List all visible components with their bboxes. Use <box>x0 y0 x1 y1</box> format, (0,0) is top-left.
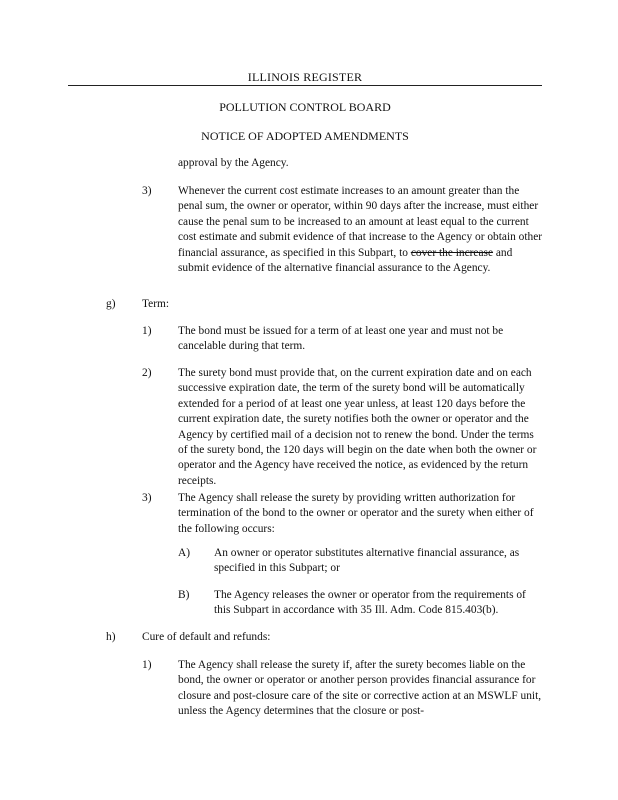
item-g3a-label: A) <box>178 547 191 559</box>
board-title: POLLUTION CONTROL BOARD <box>219 100 391 114</box>
item-h-label: h) <box>106 631 116 643</box>
item-h-text: Cure of default and refunds: <box>142 631 271 643</box>
item-g3a-text: An owner or operator substitutes alternative financial assurance, as specified in this Subpart; or <box>214 547 520 575</box>
item-g3b-label: B) <box>178 589 190 601</box>
item-g2-label: 2) <box>142 367 152 379</box>
register-header: ILLINOIS REGISTER <box>247 70 363 84</box>
item-h1-label: 1) <box>142 659 152 671</box>
item-f3-struck-text: cover the increase <box>410 246 494 259</box>
carryover-text: approval by the Agency. <box>178 157 289 169</box>
header-rule <box>68 85 542 86</box>
item-f3-text-a: Whenever the current cost estimate increases to an amount greater than the penal sum, the owner or operator, within 90 days after the increase, must either cause the penal sum to be increased to an amount at least equal to the current cost estimate and submit evidence of that increase to the Agency or obtain other financial assurance, as specified in this Subpart, to <box>178 185 543 259</box>
item-g3-label: 3) <box>142 492 152 504</box>
notice-title: NOTICE OF ADOPTED AMENDMENTS <box>201 129 409 143</box>
item-g1-text: The bond must be issued for a term of at least one year and must not be cancelable during that term. <box>178 325 504 353</box>
item-g-label: g) <box>106 298 116 310</box>
item-g1-label: 1) <box>142 325 152 337</box>
item-g-text: Term: <box>142 298 170 310</box>
item-g3-text: The Agency shall release the surety by providing written authorization for termination of the bond to the owner or operator and the surety when either of the following occurs: <box>178 492 534 535</box>
item-f3-label: 3) <box>142 185 152 197</box>
item-g2-text: The surety bond must provide that, on the current expiration date and on each successive expiration date, the term of the surety bond will be automatically extended for a period of at least one year unless, at least 120 days before the current expiration date, the surety notifies both the owner or operator and the Agency by certified mail of a decision not to renew the bond. Under the terms of the surety bond, the 120 days will begin on the date when both the owner or operator and the Agency have received the notice, as evidenced by the return receipts. <box>178 367 537 487</box>
item-g3b-text: The Agency releases the owner or operator from the requirements of this Subpart in accordance with 35 Ill. Adm. Code 815.403(b). <box>214 589 526 617</box>
item-h1-text: The Agency shall release the surety if, after the surety becomes liable on the bond, the owner or operator or another person provides financial assurance for closure and post-closure care of the site or corrective action at an MSWLF unit, unless the Agency determines that the closure or post- <box>178 659 542 718</box>
item-f3-text-b: and submit evidence of the alternative financial assurance to the Agency. <box>178 246 513 275</box>
item-f3-text <box>178 184 544 276</box>
